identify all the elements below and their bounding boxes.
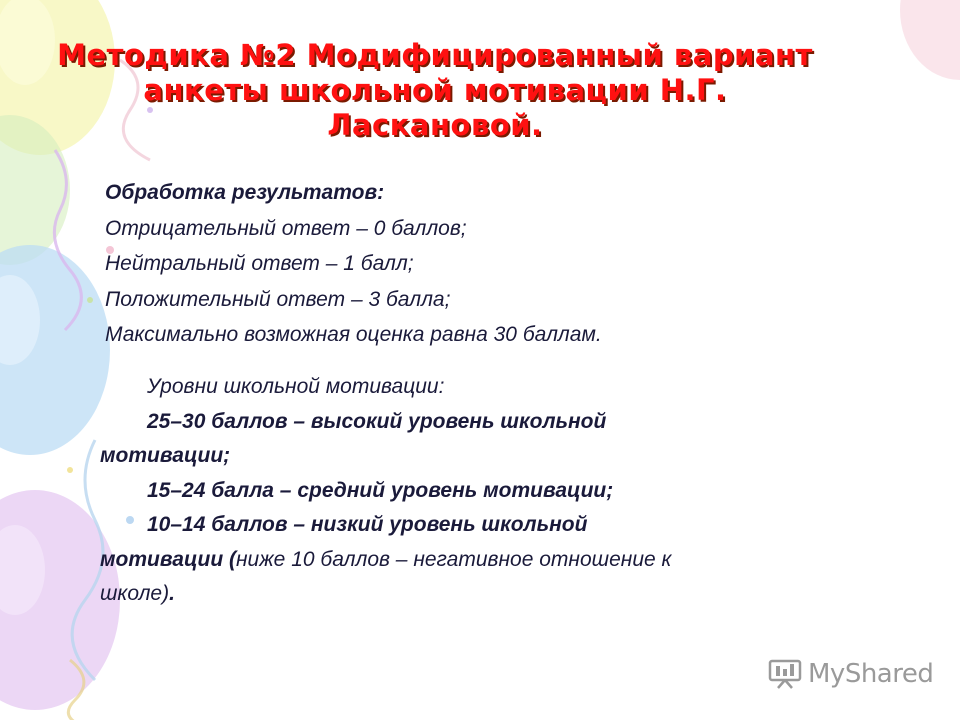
levels-heading: Уровни школьной мотивации: — [147, 375, 445, 398]
watermark-text: MyShared — [808, 659, 934, 689]
title-line: анкеты школьной мотивации Н.Г. — [143, 73, 727, 107]
negative-note-end: школе) — [100, 582, 170, 605]
level-low-end — [100, 577, 830, 612]
level-high-cont: мотивации; — [100, 444, 231, 467]
scoring-positive: Положительный ответ – 3 балла; — [105, 287, 451, 311]
pink-balloon — [900, 0, 960, 80]
myshared-watermark — [768, 656, 933, 692]
title-line: Методика №2 Модифицированный вариант — [57, 38, 813, 72]
motivation-levels-block — [100, 370, 830, 612]
processing-block — [105, 175, 865, 353]
level-high-line: 25–30 баллов – высокий уровень школьной — [147, 409, 607, 433]
scoring-max: Максимально возможная оценка равна 30 баллам. — [105, 323, 602, 346]
level-low-cont — [100, 543, 830, 578]
slide-title — [10, 38, 860, 143]
negative-note: ниже 10 баллов – негативное отношение к — [236, 547, 672, 571]
level-low-line: 10–14 баллов – низкий уровень школьной — [147, 513, 588, 536]
level-low-word: мотивации ( — [100, 547, 236, 571]
final-period: . — [169, 582, 175, 605]
level-medium-line: 15–24 балла – средний уровень мотивации; — [147, 478, 614, 502]
presentation-board-icon — [768, 658, 802, 690]
scoring-neutral: Нейтральный ответ – 1 балл; — [105, 252, 414, 275]
scoring-negative: Отрицательный ответ – 0 баллов; — [105, 216, 467, 240]
processing-heading: Обработка результатов: — [105, 181, 385, 204]
title-line: Ласкановой. — [327, 108, 543, 142]
